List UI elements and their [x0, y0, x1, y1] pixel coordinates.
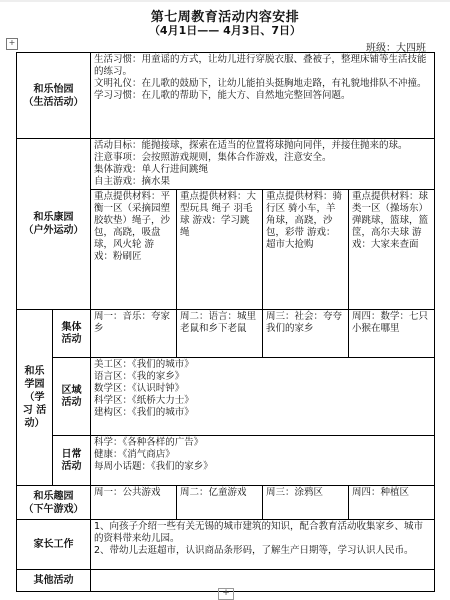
- daily-health: 健康：《消气商店》: [94, 449, 175, 460]
- table-resize-handle-icon[interactable]: +: [218, 588, 234, 600]
- class-label: 班级：大四班: [366, 43, 426, 54]
- row-parents: [17, 520, 435, 570]
- health-material-2: 重点提供材料：大型玩具 绳子 羽毛球 游戏：学习跳绳: [177, 190, 263, 310]
- areas-label: 区域 活动: [53, 358, 91, 436]
- collective-day-4: 周四：数学：七只小猴在哪里: [349, 310, 435, 358]
- row-learning-daily: [17, 436, 435, 486]
- collective-day-1: 周一：音乐：夸家乡: [91, 310, 177, 358]
- collective-day-3: 周三：社会：夸夸我们的家乡: [263, 310, 349, 358]
- life-habit: 生活习惯：用童谣的方式，让幼儿进行穿脱衣服、叠被子，整理床铺等生活技能的练习。: [94, 54, 427, 77]
- health-free-game: 自主游戏：摘水果: [94, 176, 171, 187]
- areas-content: [91, 358, 435, 436]
- parents-item-1: 1、向孩子介绍一些有关无锡的城市建筑的知识，配合教育活动收集家乡、城市的资料带来幼儿园。: [94, 521, 424, 544]
- area-language: 语言区：《我的家乡》: [94, 371, 185, 382]
- section-health-title: 和乐康园 （户外运动）: [17, 139, 91, 310]
- daily-content: [91, 436, 435, 486]
- play-day-2: 周二：亿童游戏: [177, 486, 263, 520]
- schedule-table: [16, 52, 435, 592]
- section-play-title: 和乐趣园 （下午游戏）: [17, 486, 91, 520]
- section-learning-title: 和乐 学园 （学 习 活 动）: [17, 310, 53, 486]
- row-play: [17, 486, 435, 520]
- health-goals: [91, 139, 435, 190]
- row-learning-collective: [17, 310, 435, 358]
- daily-topic: 每周小话题：《我们的家乡》: [94, 461, 213, 472]
- health-material-3: 重点提供材料：骑行区 骑小车，羊角球，高跷，沙包，彩带 游戏：超市大抢购: [263, 190, 349, 310]
- section-life-title: 和乐怡园 （生活活动）: [17, 53, 91, 139]
- collective-day-2: 周二：语言：城里老鼠和乡下老鼠: [177, 310, 263, 358]
- parents-content: [91, 520, 435, 570]
- health-notes: 注意事项：会按照游戏规则，集体合作游戏，注意安全。: [94, 152, 332, 163]
- parents-item-2: 2、带幼儿去逛超市，认识商品条形码，了解生产日期等，学习认识人民币。: [94, 545, 414, 556]
- play-day-4: 周四：种植区: [349, 486, 435, 520]
- area-science: 科学区：《纸桥大力士》: [94, 395, 194, 406]
- life-content: [91, 53, 435, 139]
- table-move-handle-icon[interactable]: +: [6, 38, 18, 50]
- other-content[interactable]: [91, 570, 435, 592]
- row-health-top: [17, 139, 435, 190]
- section-parents-title: 家长工作: [17, 520, 91, 570]
- area-math: 数学区：《认识时钟》: [94, 383, 185, 394]
- area-art: 美工区：《我们的城市》: [94, 359, 194, 370]
- health-material-4: 重点提供材料：球类一区（操场东）弹跳球，篮球，篮筐，高尔夫球 游戏：大家来查面: [349, 190, 435, 310]
- health-group-game: 集体游戏：单人行进间跳绳: [94, 164, 209, 175]
- page-top-edge: [0, 0, 450, 2]
- daily-science: 科学：《各种各样的广告》: [94, 437, 204, 448]
- play-day-3: 周三：涂鸦区: [263, 486, 349, 520]
- row-life: [17, 53, 435, 139]
- play-day-1: 周一：公共游戏: [91, 486, 177, 520]
- row-learning-areas: [17, 358, 435, 436]
- life-study-habit: 学习习惯：在儿歌的帮助下，能大方、自然地完整回答问题。: [94, 90, 351, 101]
- collective-label: 集体 活动: [53, 310, 91, 358]
- health-goal: 活动目标：能抛接球，探索在适当的位置将球抛向同伴，并接住抛来的球。: [94, 140, 408, 151]
- date-range: （4月1日—— 4月3日、7日）: [148, 24, 302, 37]
- life-etiquette: 文明礼仪：在儿歌的鼓励下，让幼儿能拍头挺胸地走路，有礼貌地排队不冲撞。: [94, 78, 427, 89]
- page-title: 第七周教育活动内容安排: [150, 10, 300, 25]
- daily-label: 日常 活动: [53, 436, 91, 486]
- area-construction: 建构区：《我们的城市》: [94, 407, 194, 418]
- section-other-title: 其他活动: [17, 570, 91, 592]
- health-material-1: 重点提供材料：平衡一区（采摘园塑胶软垫）绳子，沙包，高跷，吸盘球，风火轮 游戏：粉刷匠: [91, 190, 177, 310]
